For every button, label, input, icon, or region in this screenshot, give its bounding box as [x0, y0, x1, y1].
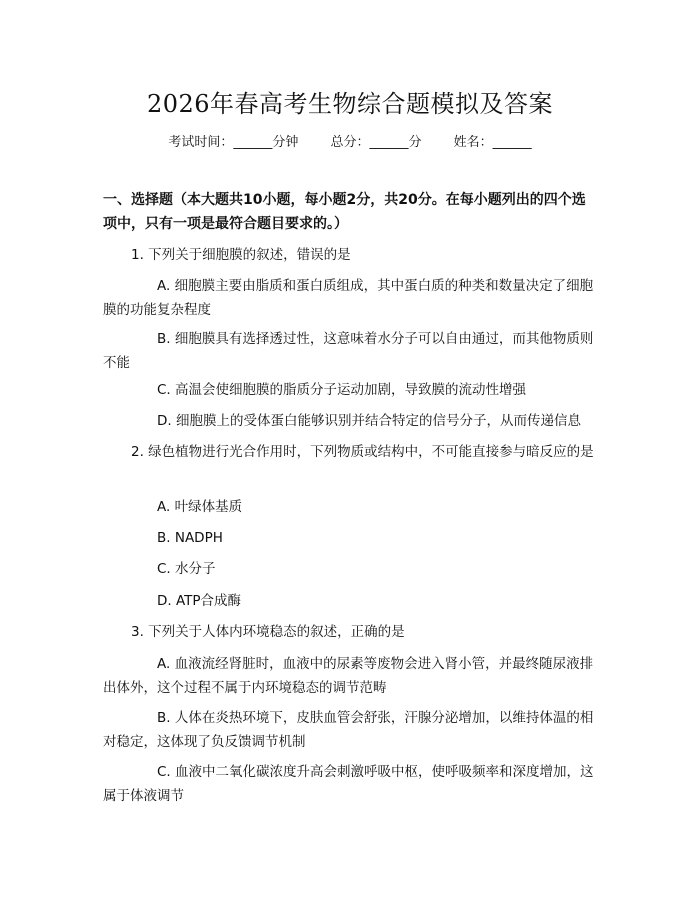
question-2-option-d: D. ATP合成酶 [157, 593, 242, 609]
section-heading: 一、选择题（本大题共10小题，每小题2分，共20分。在每小题列出的四个选项中，只有一项是最符合题目要求的。） [103, 192, 586, 232]
name-field: 姓名：______ [453, 135, 532, 150]
question-3-stem: 3. 下列关于人体内环境稳态的叙述，正确的是 [131, 624, 405, 640]
question-1-option-a: A. 细胞膜主要由脂质和蛋白质组成，其中蛋白质的种类和数量决定了细胞膜的功能复杂程度 [103, 278, 594, 318]
question-1-option-b: B. 细胞膜具有选择透过性，这意味着水分子可以自由通过，而其他物质则不能 [103, 331, 594, 371]
question-3-option-a: A. 血液流经肾脏时，血液中的尿素等废物会进入肾小管，并最终随尿液排出体外，这个过程不属于内环境稳态的调节范畴 [103, 656, 594, 696]
question-2-stem: 2. 绿色植物进行光合作用时，下列物质或结构中，不可能直接参与暗反应的是 [131, 444, 594, 460]
question-1-stem: 1. 下列关于细胞膜的叙述，错误的是 [131, 247, 351, 263]
question-1-option-c: C. 高温会使细胞膜的脂质分子运动加剧，导致膜的流动性增强 [157, 382, 527, 398]
question-3-option-c: C. 血液中二氧化碳浓度升高会刺激呼吸中枢，使呼吸频率和深度增加，这属于体液调节 [103, 764, 594, 804]
question-2-option-c: C. 水分子 [157, 561, 216, 577]
exam-meta [0, 131, 700, 150]
total-score-field: 总分：______分 [330, 135, 422, 150]
question-2-option-b: B. NADPH [157, 530, 223, 546]
exam-time-field: 考试时间：______分钟 [168, 135, 299, 150]
question-1-option-d: D. 细胞膜上的受体蛋白能够识别并结合特定的信号分子，从而传递信息 [157, 413, 581, 429]
document-title: 2026年春高考生物综合题模拟及答案 [146, 90, 554, 118]
question-2-option-a: A. 叶绿体基质 [157, 499, 243, 515]
question-3-option-b: B. 人体在炎热环境下，皮肤血管会舒张，汗腺分泌增加，以维持体温的相对稳定，这体现了负反馈调节机制 [103, 710, 594, 750]
